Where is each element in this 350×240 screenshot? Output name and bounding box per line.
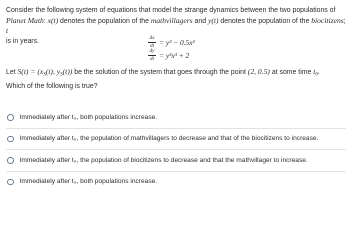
solution-text-2: be the solution of the system that goes through the point xyxy=(72,69,248,76)
radio-button[interactable] xyxy=(7,157,14,164)
fraction-denominator: dt xyxy=(149,42,155,49)
subscript-s: S xyxy=(43,72,46,78)
intro-text-4: denotes the population of the xyxy=(218,17,312,25)
mathvillagers-term: mathvillagers xyxy=(150,15,193,25)
intro-text-3: and xyxy=(192,17,208,25)
fraction-numerator: dx xyxy=(149,35,155,42)
subscript-s: S xyxy=(60,72,63,78)
differential-equations xyxy=(148,36,195,62)
solution-period: . xyxy=(317,69,320,76)
solution-statement xyxy=(6,67,346,80)
answer-options xyxy=(6,107,346,192)
y-of-t: y(t) xyxy=(207,15,219,25)
fraction-numerator: dy xyxy=(149,48,155,55)
equation-dx xyxy=(148,36,195,49)
solution-S: S(t) = (x xyxy=(17,67,44,76)
derivative-dy-dt xyxy=(148,49,156,61)
solution-text: Let xyxy=(6,69,18,76)
solution-mid: (t), y xyxy=(45,67,61,76)
option-label[interactable]: Immediately after t₀, both populations increase. xyxy=(19,178,158,186)
solution-text-3: at some time xyxy=(269,69,314,76)
radio-button[interactable] xyxy=(7,114,14,121)
answer-option[interactable] xyxy=(6,129,346,151)
t-variable: t xyxy=(6,26,9,36)
t-zero: t xyxy=(313,67,316,76)
equation-rhs: = y²x³ + 2 xyxy=(159,50,190,60)
intro-text-2: denotes the population of the xyxy=(58,17,151,25)
answer-option[interactable] xyxy=(6,172,346,193)
derivative-dx-dt xyxy=(148,36,156,48)
option-label[interactable]: Immediately after t₀, both populations increase. xyxy=(19,113,158,121)
solution-end: (t)) xyxy=(62,67,73,76)
intro-text-6: is in years. xyxy=(6,37,39,45)
option-label[interactable]: Immediately after t₀, the population of mathvillagers to decrease and that of the biocitizens to increase. xyxy=(19,135,319,143)
fraction-denominator: dt xyxy=(149,55,155,62)
option-label[interactable]: Immediately after t₀, the population of biocitizens to decrease and that the mathvillager to increase. xyxy=(19,156,308,164)
answer-option[interactable] xyxy=(6,150,346,172)
intro-text-5: ; xyxy=(343,17,346,25)
equation-dy xyxy=(148,49,195,62)
intro-colon: : xyxy=(43,17,46,25)
equation-rhs: = y³ − 0.5x² xyxy=(159,37,195,47)
radio-button[interactable] xyxy=(7,136,14,143)
planet-name: Planet Math xyxy=(6,15,44,25)
x-of-t: x(t) xyxy=(47,15,59,25)
biocitizens-term: biocitizens xyxy=(311,15,344,25)
radio-button[interactable] xyxy=(7,179,14,186)
answer-option[interactable] xyxy=(6,107,346,129)
subscript-zero: 0 xyxy=(315,72,318,78)
intro-text: Consider the following system of equations that model the strange dynamics between the two populations of xyxy=(6,7,336,14)
question-prompt: Which of the following is true? xyxy=(6,83,98,90)
initial-point: (2, 0.5) xyxy=(247,67,270,76)
